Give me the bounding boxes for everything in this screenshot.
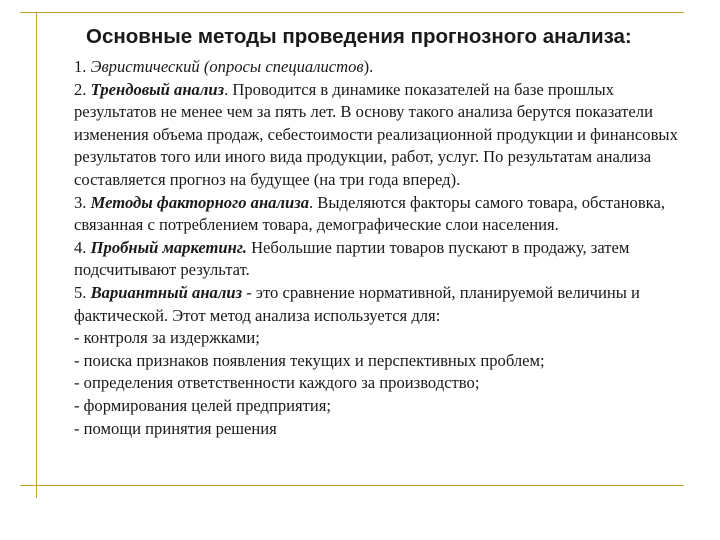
item-number: 2.: [74, 79, 87, 99]
method-item-4: [70, 237, 690, 282]
item-term: Трендовый анализ: [90, 79, 225, 99]
item-term: Вариантный анализ: [90, 282, 243, 302]
item-text: - это сравнение нормативной, планируемой величины и фактической. Этот метод анализа используется для:: [74, 282, 640, 325]
slide-body: [70, 56, 690, 438]
bullet-item: - поиска признаков появления текущих и перспективных проблем;: [74, 350, 545, 370]
item-text: . Проводится в динамике показателей на базе прошлых результатов не менее чем за пять лет. В основу такого анализа берутся показатели изменения объема продаж, себестоимости реализационной продукции и финансовых результатов того или иного вида продукции, работ, услуг. По результатам анализа составляется прогноз на будущее (на три года вперед).: [74, 79, 678, 189]
item-text: Небольшие партии товаров пускают в продажу, затем подсчитывают результат.: [74, 237, 630, 280]
method-item-3: [70, 192, 690, 237]
method-item-2: [70, 79, 690, 192]
item-text: ).: [363, 57, 374, 76]
slide-title: Основные методы проведения прогнозного анализа:: [86, 25, 632, 48]
left-rule: [36, 12, 37, 498]
bullet-item: - контроля за издержками;: [74, 328, 260, 348]
method-item-1: [70, 56, 690, 79]
item-term: Пробный маркетинг.: [90, 237, 247, 257]
bullet-item-partial: - помощи принятия решения: [74, 418, 277, 438]
top-rule: [20, 12, 684, 13]
item-text: . Выделяются факторы самого товара, обстановка, связанная с потреблением товара, демографические слои населения.: [74, 192, 665, 235]
bullet-item: - определения ответственности каждого за производство;: [74, 373, 480, 393]
item-term: Эвристический (опросы специалистов: [90, 57, 364, 76]
bullet-item: - формирования целей предприятия;: [74, 395, 332, 415]
item-number: 5.: [74, 282, 87, 302]
method-item-5: [70, 282, 690, 327]
item-number: 4.: [74, 237, 87, 257]
item-number: 3.: [74, 192, 87, 212]
item-term: Методы факторного анализа: [90, 192, 309, 212]
item-number: 1.: [74, 57, 87, 76]
bottom-rule: [20, 485, 684, 486]
